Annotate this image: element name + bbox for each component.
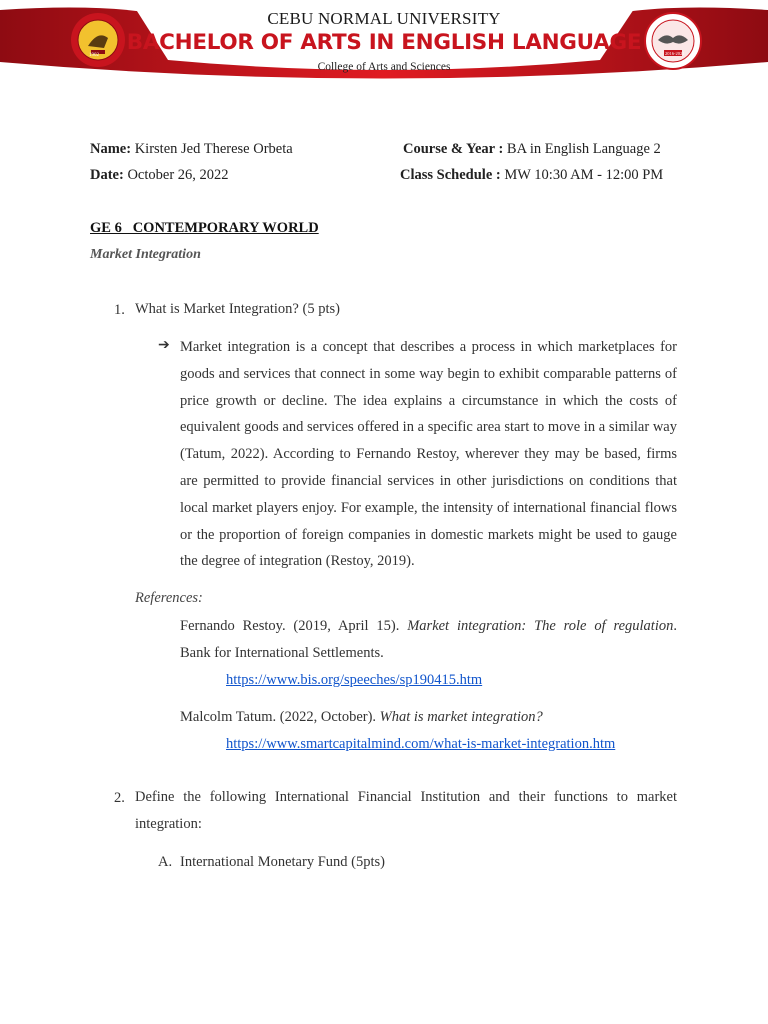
date-row <box>90 167 229 184</box>
course-title: GE 6 CONTEMPORARY WORLD <box>90 220 319 236</box>
date-value: October 26, 2022 <box>127 167 229 183</box>
question-2a-letter: A. <box>158 854 173 870</box>
reference-1-link[interactable]: https://www.bis.org/speeches/sp190415.htm <box>226 672 483 688</box>
course-label: Course & Year : <box>403 141 504 157</box>
question-2-line-2: integration: <box>135 816 202 832</box>
reference-1-line-1 <box>180 618 677 635</box>
header-banner <box>0 0 768 82</box>
student-name: Kirsten Jed Therese Orbeta <box>134 141 293 157</box>
question-2a-text: International Monetary Fund (5pts) <box>180 854 385 870</box>
reference-1-period: . <box>673 618 677 634</box>
department-seal <box>644 12 702 75</box>
course-value: BA in English Language 2 <box>506 141 661 157</box>
left-seal-year: 1902 <box>89 53 99 58</box>
topic-title: Market Integration <box>90 247 201 262</box>
schedule-row <box>400 167 663 184</box>
reference-2-title: What is market integration? <box>379 709 543 725</box>
program-title: BACHELOR OF ARTS IN ENGLISH LANGUAGE <box>126 30 642 55</box>
schedule-value: MW 10:30 AM - 12:00 PM <box>504 167 664 183</box>
date-label: Date: <box>90 167 124 183</box>
references-label: References: <box>135 590 203 606</box>
question-2-number: 2. <box>114 790 125 806</box>
reference-2-line-1 <box>180 709 543 726</box>
right-seal-year: 2016-2021 <box>665 51 685 56</box>
question-1-answer: Market integration is a concept that describes a process in which marketplaces for goods and services that connect in some way begin to exhibit comparable patterns of price growth or decline. The idea explains a circumstance in which the costs of equivalent goods and services offered in a specific area start to move in a similar way (Tatum, 2022). According to Fernando Restoy, wherever they may be based, firms are permitted to provide financial services in other jurisdictions on conditions that local market players enjoy. For example, the intensity of international financial flows or the proportion of foreign companies in domestic markets might be used to gauge the degree of integration (Restoy, 2019). <box>180 339 677 570</box>
reference-2-link[interactable]: https://www.smartcapitalmind.com/what-is-market-integration.htm <box>226 736 616 752</box>
schedule-label: Class Schedule : <box>400 167 501 183</box>
arrow-right-icon: ➔ <box>158 338 170 353</box>
college-name: College of Arts and Sciences <box>317 61 451 73</box>
name-row <box>90 141 293 158</box>
reference-2-author: Malcolm Tatum. (2022, October). <box>180 709 377 725</box>
reference-1-publisher: Bank for International Settlements. <box>180 645 384 661</box>
university-name: CEBU NORMAL UNIVERSITY <box>267 9 501 28</box>
name-label: Name: <box>90 141 132 157</box>
reference-1-author: Fernando Restoy. (2019, April 15). <box>180 618 400 634</box>
question-1-number: 1. <box>114 302 125 318</box>
question-2-line-1: Define the following International Financial Institution and their functions to market <box>135 789 677 805</box>
question-1-text: What is Market Integration? (5 pts) <box>135 301 340 317</box>
course-row <box>403 141 661 158</box>
reference-1-title: Market integration: The role of regulation <box>407 618 674 634</box>
